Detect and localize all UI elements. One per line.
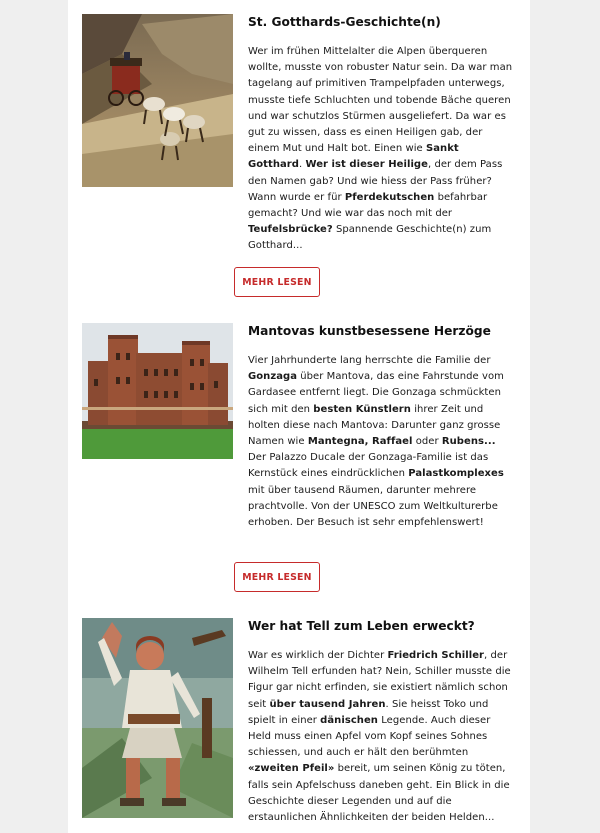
coach-painting-image — [82, 14, 233, 187]
body-text: Der Palazzo Ducale der Gonzaga-Familie ist das Kernstück eines eindrücklichen — [248, 452, 489, 480]
highlight-text: «zweiten Pfeil» — [248, 763, 335, 775]
body-text: . Sie heisst Toko und spielt in einer — [248, 698, 489, 726]
article-body — [248, 353, 516, 531]
article-text — [248, 14, 516, 255]
highlight-text: Friedrich Schiller — [387, 650, 485, 661]
article-title: St. Gotthards-Geschichte(n) — [248, 15, 441, 29]
article-body — [248, 648, 516, 826]
body-text: über Mantova, das eine Fahrstunde vom Gardasee entfernt liegt. Die Gonzaga schmückten sich mit den — [248, 371, 504, 415]
read-more-button-gotthard[interactable]: MEHR LESEN — [234, 267, 320, 297]
highlight-text: Palastkomplexes — [408, 468, 504, 480]
highlight-text: Wer ist dieser Heilige — [305, 159, 428, 171]
body-text: bereit, um seinen König zu töten, falls sein Apfelschuss daneben geht. Ein Blick in die Geschichte dieser Legenden und auf die erstaunlichen Ähnlichkeiten der beiden Helden... — [248, 763, 510, 824]
body-text: ihrer Zeit und holten diese nach Mantova: Darunter ganz grosse Namen wie — [248, 403, 501, 448]
body-text: befahrbar gemacht? Und wie war das noch mit der — [248, 191, 488, 220]
body-text: . — [299, 159, 306, 171]
highlight-text: dänischen — [320, 714, 378, 726]
highlight-text: Rubens... — [441, 436, 496, 448]
highlight-text: Mantegna, Raffael — [307, 436, 413, 448]
body-text: Vier Jahrhunderte lang herrschte die Familie der — [248, 355, 491, 366]
body-text: , der Wilhelm Tell erfunden hat? Nein, Schiller musste die Figur gar nicht erfinden, sie existiert nämlich schon seit — [248, 650, 511, 710]
article-image-castle[interactable] — [82, 323, 233, 459]
body-text: oder — [412, 436, 442, 448]
body-text: Legende. Auch dieser Held muss einen Apfel vom Kopf seines Sohnes schiessen, und auch er hält den berühmten — [248, 714, 491, 759]
body-text: Wer im frühen Mittelalter die Alpen überqueren wollte, musste von robuster Natur sein. Da war man tagelang auf primitiven Trampelpfaden unterwegs, musste tiefe Schluchten und tobende Bäche queren und war schutzlos Stürmen ausgeliefert. Da war es gut zu wissen, dass es einen Heiligen gab, der einem Mut und Halt bot. Einen wie — [248, 46, 513, 155]
article-text — [248, 618, 516, 826]
highlight-text: über tausend Jahren — [269, 698, 386, 710]
highlight-text: Teufelsbrücke? — [248, 224, 333, 236]
article-image-tell[interactable] — [82, 618, 233, 818]
body-text: mit über tausend Räumen, darunter mehrere prachtvolle. Von der UNESCO zum Weltkulturerbe erhoben. Der Besuch ist sehr empfehlenswert! — [248, 484, 498, 529]
article-text — [248, 323, 516, 531]
body-text: , der dem Pass den Namen gab? Und wie hiess der Pass früher? Wann wurde er für — [248, 159, 503, 203]
article-title: Wer hat Tell zum Leben erweckt? — [248, 619, 475, 633]
highlight-text: Sankt Gotthard — [248, 143, 459, 171]
highlight-text: besten Künstlern — [313, 403, 411, 415]
castle-photo-image — [82, 323, 233, 459]
highlight-text: Gonzaga — [248, 371, 298, 383]
article-title: Mantovas kunstbesessene Herzöge — [248, 324, 491, 338]
article-image-coach[interactable] — [82, 14, 233, 187]
newsletter-content — [68, 0, 530, 833]
body-text: Spannende Geschichte(n) zum Gotthard... — [248, 224, 492, 252]
tell-painting-image — [82, 618, 233, 818]
read-more-button-mantova[interactable]: MEHR LESEN — [234, 562, 320, 592]
article-body — [248, 44, 516, 255]
highlight-text: Pferdekutschen — [344, 191, 435, 203]
body-text: War es wirklich der Dichter — [248, 650, 388, 661]
